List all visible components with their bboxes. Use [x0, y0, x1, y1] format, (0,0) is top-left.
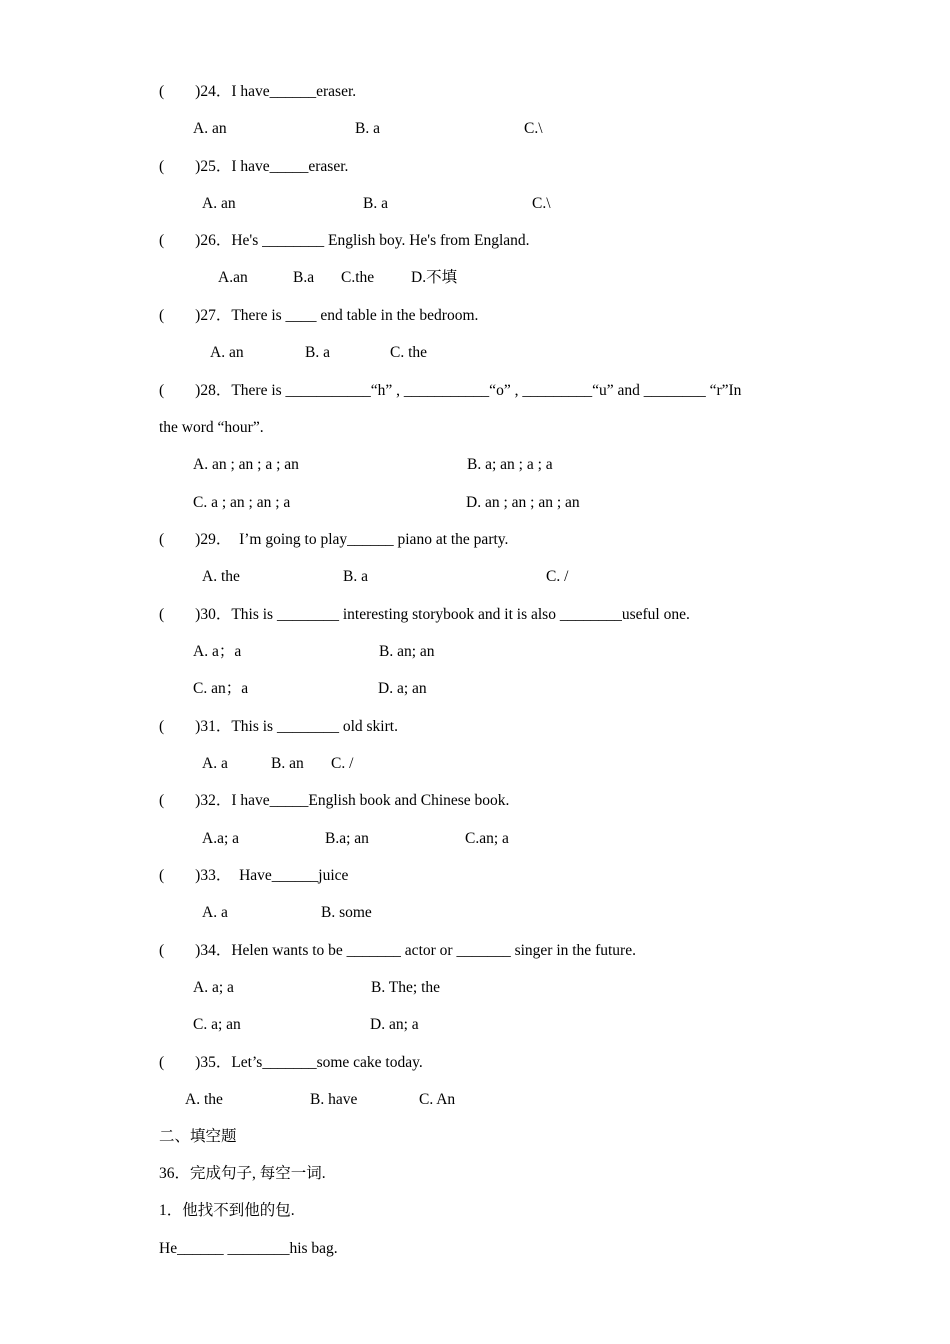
question-27-stem: ( )27．There is ____ end table in the bedroom.	[159, 307, 479, 324]
option-b: B.a	[293, 269, 315, 286]
question-28-stem: ( )28．There is ___________“h” , ___________“o” , _________“u” and ________ “r”In	[159, 382, 742, 399]
option-a: A. an	[210, 344, 244, 361]
option-c: C.an; a	[465, 830, 509, 847]
option-d: D. a; an	[378, 680, 427, 697]
option-a: A. an ; an ; a ; an	[193, 456, 299, 473]
option-b: B. a	[305, 344, 330, 361]
option-c: C.the	[341, 269, 375, 286]
option-d: D. an ; an ; an ; an	[466, 494, 580, 511]
option-b: B. a	[355, 120, 380, 137]
option-a: A. an	[193, 120, 227, 137]
question-26-stem: ( )26．He's ________ English boy. He's from England.	[159, 232, 530, 249]
option-b: B. a	[363, 195, 388, 212]
option-c: C. An	[419, 1091, 456, 1108]
option-b: B. have	[310, 1091, 358, 1108]
option-c: C. a; an	[193, 1016, 241, 1033]
option-b: B. an	[271, 755, 304, 772]
question-35-stem: ( )35．Let’s_______some cake today.	[159, 1054, 423, 1071]
question-33-stem: ( )33． Have______juice	[159, 867, 349, 884]
option-d: D.不填	[411, 269, 458, 286]
question-36-instruction: 36．完成句子, 每空一词.	[159, 1165, 326, 1182]
option-c: C. a ; an ; an ; a	[193, 494, 291, 511]
question-30-stem: ( )30．This is ________ interesting storybook and it is also ________useful one.	[159, 606, 690, 623]
option-b: B. a; an ; a ; a	[467, 456, 553, 473]
option-a: A. a；a	[193, 643, 242, 660]
option-a: A. an	[202, 195, 236, 212]
option-b: B. some	[321, 904, 372, 921]
option-c: C. the	[390, 344, 428, 361]
question-24-stem: ( )24．I have______eraser.	[159, 83, 357, 100]
option-a: A. a	[202, 755, 228, 772]
option-b: B.a; an	[325, 830, 369, 847]
option-c: C.\	[532, 195, 551, 212]
option-a: A.a; a	[202, 830, 240, 847]
sub-question-1-answer-line: He______ ________his bag.	[159, 1240, 338, 1257]
option-a: A. a	[202, 904, 228, 921]
question-25-stem: ( )25．I have_____eraser.	[159, 158, 349, 175]
option-a: A. the	[202, 568, 240, 585]
option-b: B. an; an	[379, 643, 435, 660]
option-b: B. The; the	[371, 979, 441, 996]
question-28-stem-continued: the word “hour”.	[159, 419, 264, 436]
option-d: D. an; a	[370, 1016, 419, 1033]
question-29-stem: ( )29． I’m going to play______ piano at the party.	[159, 531, 509, 548]
option-c: C. /	[546, 568, 569, 585]
option-c: C. /	[331, 755, 354, 772]
section-heading: 二、填空题	[159, 1128, 237, 1145]
question-32-stem: ( )32．I have_____English book and Chinese book.	[159, 792, 510, 809]
sub-question-1: 1．他找不到他的包.	[159, 1202, 295, 1219]
option-b: B. a	[343, 568, 368, 585]
option-a: A.an	[218, 269, 248, 286]
question-31-stem: ( )31．This is ________ old skirt.	[159, 718, 398, 735]
option-a: A. the	[185, 1091, 223, 1108]
option-c: C. an；a	[193, 680, 249, 697]
option-c: C.\	[524, 120, 543, 137]
option-a: A. a; a	[193, 979, 234, 996]
question-34-stem: ( )34．Helen wants to be _______ actor or _______ singer in the future.	[159, 942, 636, 959]
